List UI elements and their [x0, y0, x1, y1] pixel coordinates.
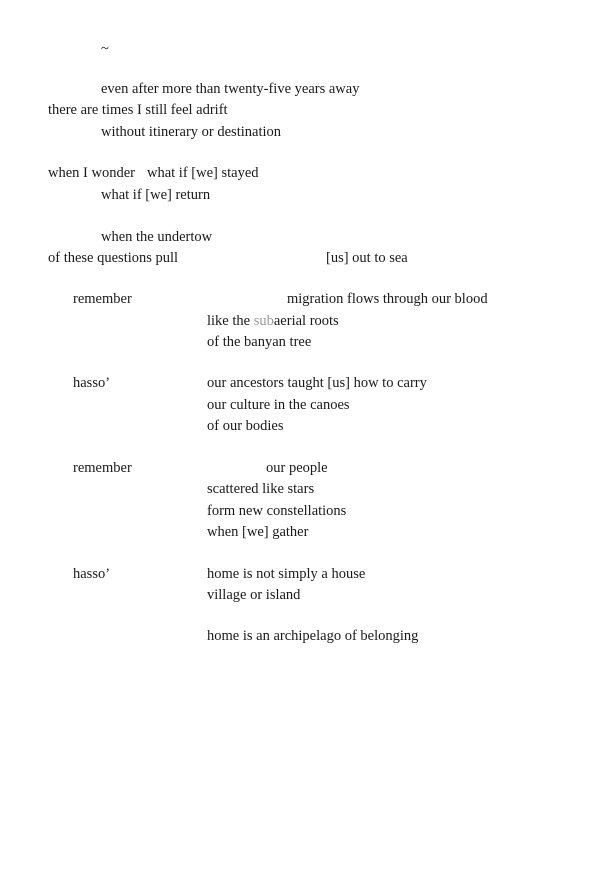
stanza6-line1: our people [266, 460, 328, 476]
stanza1-line3: without itinerary or destination [101, 124, 282, 140]
stanza3-line1: when the undertow [101, 229, 213, 245]
stanza6-line4: when [we] gather [207, 524, 309, 540]
tilde-mark: ~ [101, 41, 109, 57]
stanza4-line2-faded: sub [253, 313, 274, 329]
stanza4-line1: migration flows through our blood [287, 291, 488, 307]
stanza1-line1: even after more than twenty-five years away [101, 81, 360, 97]
stanza6-line2: scattered like stars [207, 481, 315, 497]
stanza4-line2-prefix: like the [207, 313, 254, 329]
stanza6-line3: form new constellations [207, 503, 347, 519]
stanza2-line1b: what if [we] stayed [147, 165, 259, 181]
stanza3-line2b: [us] out to sea [326, 250, 408, 266]
stanza7-line2: village or island [207, 587, 301, 603]
stanza7-line1: home is not simply a house [207, 566, 366, 582]
stanza5-line2: our culture in the canoes [207, 397, 350, 413]
stanza5-line1: our ancestors taught [us] how to carry [207, 375, 427, 391]
stanza7-left-word: hasso’ [73, 566, 111, 582]
stanza4-line2-suffix: aerial roots [273, 313, 339, 329]
stanza4-line2 [207, 312, 339, 330]
closing-line: home is an archipelago of belonging [207, 628, 419, 644]
stanza2-line1a: when I wonder [48, 165, 135, 181]
stanza3-line2a: of these questions pull [48, 250, 179, 266]
stanza4-left-word: remember [73, 291, 132, 307]
stanza5-left-word: hasso’ [73, 375, 111, 391]
stanza2-line2: what if [we] return [101, 187, 211, 203]
stanza1-line2: there are times I still feel adrift [48, 102, 228, 118]
stanza6-left-word: remember [73, 460, 132, 476]
stanza5-line3: of our bodies [207, 418, 284, 434]
stanza4-line3: of the banyan tree [207, 334, 312, 350]
